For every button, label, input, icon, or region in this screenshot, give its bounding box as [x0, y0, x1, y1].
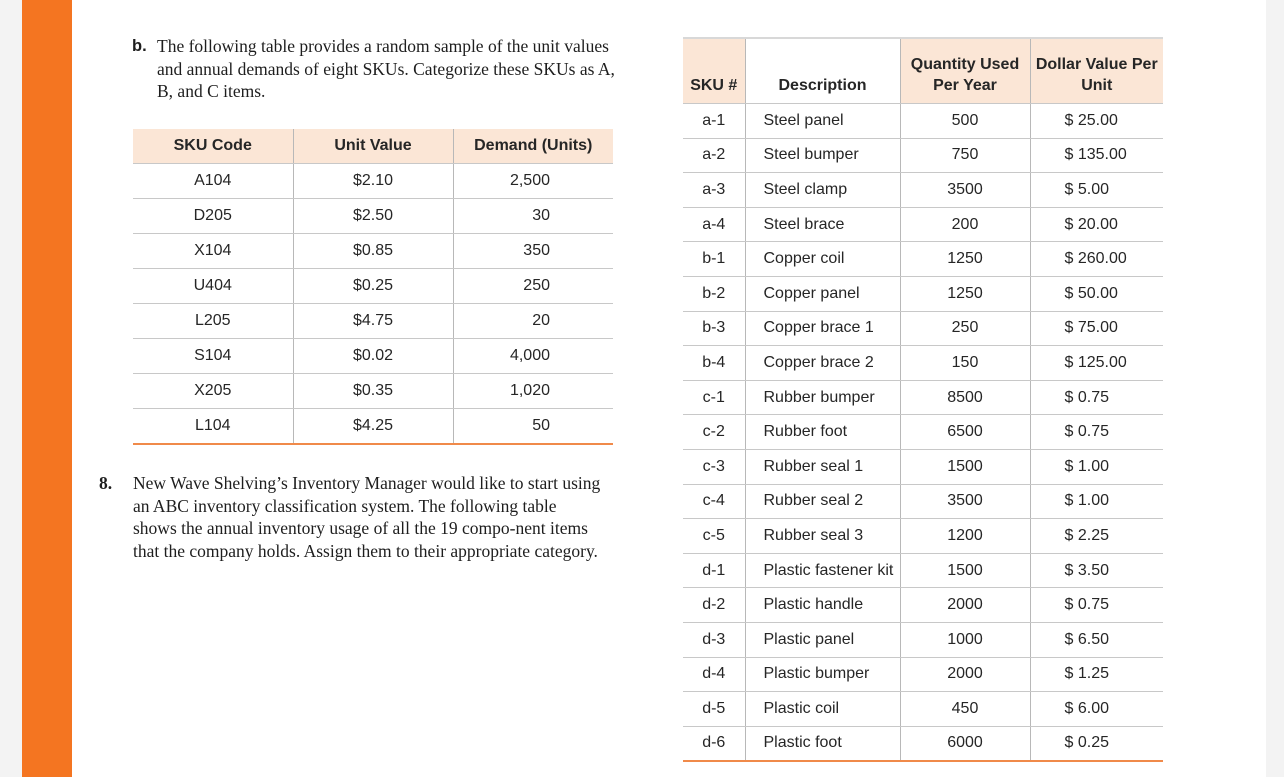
sku-number-cell: b-4	[683, 346, 745, 381]
demand-cell: 50	[453, 409, 613, 445]
sku-number-cell: d-6	[683, 726, 745, 761]
quantity-cell: 2000	[900, 657, 1030, 692]
dollar-value-cell: $ 50.00	[1030, 276, 1163, 311]
sku-number-cell: d-5	[683, 692, 745, 727]
sku-code-cell: L104	[133, 409, 293, 445]
quantity-cell: 250	[900, 311, 1030, 346]
description-cell: Plastic handle	[745, 588, 900, 623]
quantity-cell: 1500	[900, 553, 1030, 588]
dollar-value-cell: $ 260.00	[1030, 242, 1163, 277]
description-cell: Plastic panel	[745, 622, 900, 657]
description-cell: Steel bumper	[745, 138, 900, 173]
sku-code-cell: S104	[133, 339, 293, 374]
dollar-value-cell: $ 1.25	[1030, 657, 1163, 692]
demand-cell: 250	[453, 269, 613, 304]
demand-cell: 1,020	[453, 374, 613, 409]
dollar-value-cell: $ 0.75	[1030, 380, 1163, 415]
table-row	[683, 657, 1163, 692]
quantity-cell: 1500	[900, 449, 1030, 484]
sku-number-cell: a-3	[683, 173, 745, 208]
table-row	[683, 346, 1163, 381]
table-row	[133, 199, 613, 234]
problem-8	[99, 472, 604, 562]
table-row	[683, 276, 1163, 311]
description-cell: Rubber bumper	[745, 380, 900, 415]
description-cell: Copper brace 1	[745, 311, 900, 346]
sku-number-cell: c-1	[683, 380, 745, 415]
quantity-cell: 2000	[900, 588, 1030, 623]
sku-number-cell: a-1	[683, 104, 745, 139]
quantity-cell: 150	[900, 346, 1030, 381]
sku-number-cell: d-3	[683, 622, 745, 657]
demand-cell: 2,500	[453, 164, 613, 199]
description-cell: Copper panel	[745, 276, 900, 311]
demand-cell: 30	[453, 199, 613, 234]
sku-table-header-row	[133, 129, 613, 164]
sku-number-cell: c-2	[683, 415, 745, 450]
table-row	[683, 622, 1163, 657]
unit-value-cell: $0.25	[293, 269, 453, 304]
inventory-table-header-row	[683, 38, 1163, 104]
col-header-sku-number: SKU #	[683, 38, 745, 104]
dollar-value-cell: $ 20.00	[1030, 207, 1163, 242]
table-row	[683, 692, 1163, 727]
quantity-cell: 3500	[900, 484, 1030, 519]
description-cell: Rubber seal 2	[745, 484, 900, 519]
dollar-value-cell: $ 125.00	[1030, 346, 1163, 381]
sku-sample-table	[133, 129, 613, 445]
sku-number-cell: a-4	[683, 207, 745, 242]
quantity-cell: 6500	[900, 415, 1030, 450]
quantity-cell: 450	[900, 692, 1030, 727]
description-cell: Steel brace	[745, 207, 900, 242]
quantity-cell: 200	[900, 207, 1030, 242]
unit-value-cell: $0.35	[293, 374, 453, 409]
table-row	[133, 409, 613, 445]
problem-b-label: b.	[132, 37, 147, 55]
problem-8-text: New Wave Shelving’s Inventory Manager would like to start using an ABC inventory classification system. The following table shows the annual inventory usage of all the 19 compo-nent items that the company holds. Assign them to their appropriate category.	[133, 473, 601, 561]
dollar-value-cell: $ 0.25	[1030, 726, 1163, 761]
col-header-demand: Demand (Units)	[453, 129, 613, 164]
description-cell: Copper brace 2	[745, 346, 900, 381]
unit-value-cell: $4.75	[293, 304, 453, 339]
table-row	[683, 104, 1163, 139]
table-row	[683, 138, 1163, 173]
sku-number-cell: d-2	[683, 588, 745, 623]
demand-cell: 4,000	[453, 339, 613, 374]
quantity-cell: 500	[900, 104, 1030, 139]
unit-value-cell: $2.10	[293, 164, 453, 199]
sku-number-cell: c-3	[683, 449, 745, 484]
quantity-cell: 8500	[900, 380, 1030, 415]
sku-number-cell: d-1	[683, 553, 745, 588]
table-row	[683, 380, 1163, 415]
orange-margin-bar	[22, 0, 72, 777]
table-row	[683, 484, 1163, 519]
sku-code-cell: X104	[133, 234, 293, 269]
table-row	[133, 164, 613, 199]
sku-number-cell: b-2	[683, 276, 745, 311]
description-cell: Steel panel	[745, 104, 900, 139]
sku-number-cell: c-4	[683, 484, 745, 519]
dollar-value-cell: $ 75.00	[1030, 311, 1163, 346]
quantity-cell: 1250	[900, 242, 1030, 277]
table-row	[683, 207, 1163, 242]
description-cell: Rubber seal 1	[745, 449, 900, 484]
sku-code-cell: D205	[133, 199, 293, 234]
demand-cell: 20	[453, 304, 613, 339]
dollar-value-cell: $ 3.50	[1030, 553, 1163, 588]
sku-number-cell: c-5	[683, 519, 745, 554]
table-row	[683, 588, 1163, 623]
description-cell: Plastic coil	[745, 692, 900, 727]
description-cell: Plastic foot	[745, 726, 900, 761]
table-row	[683, 553, 1163, 588]
table-row	[683, 173, 1163, 208]
quantity-cell: 750	[900, 138, 1030, 173]
quantity-cell: 1000	[900, 622, 1030, 657]
problem-b-text: The following table provides a random sample of the unit values and annual demands of eight SKUs. Categorize these SKUs as A, B, and C items.	[157, 36, 615, 101]
sku-code-cell: X205	[133, 374, 293, 409]
sku-code-cell: A104	[133, 164, 293, 199]
unit-value-cell: $4.25	[293, 409, 453, 445]
col-header-dollar-value: Dollar Value Per Unit	[1030, 38, 1163, 104]
quantity-cell: 1250	[900, 276, 1030, 311]
col-header-unit-value: Unit Value	[293, 129, 453, 164]
sku-code-cell: L205	[133, 304, 293, 339]
dollar-value-cell: $ 0.75	[1030, 415, 1163, 450]
table-row	[683, 242, 1163, 277]
table-row	[683, 726, 1163, 761]
dollar-value-cell: $ 1.00	[1030, 484, 1163, 519]
problem-b	[132, 35, 622, 103]
textbook-page	[72, 0, 1266, 777]
description-cell: Rubber foot	[745, 415, 900, 450]
table-row	[683, 415, 1163, 450]
sku-code-cell: U404	[133, 269, 293, 304]
sku-number-cell: b-3	[683, 311, 745, 346]
table-row	[133, 234, 613, 269]
col-header-sku-code: SKU Code	[133, 129, 293, 164]
quantity-cell: 6000	[900, 726, 1030, 761]
inventory-usage-table	[683, 37, 1163, 762]
dollar-value-cell: $ 6.50	[1030, 622, 1163, 657]
description-cell: Plastic fastener kit	[745, 553, 900, 588]
unit-value-cell: $2.50	[293, 199, 453, 234]
table-row	[133, 269, 613, 304]
quantity-cell: 3500	[900, 173, 1030, 208]
dollar-value-cell: $ 0.75	[1030, 588, 1163, 623]
table-row	[133, 339, 613, 374]
table-row	[683, 311, 1163, 346]
dollar-value-cell: $ 6.00	[1030, 692, 1163, 727]
table-row	[133, 374, 613, 409]
table-row	[683, 519, 1163, 554]
col-header-quantity-used: Quantity Used Per Year	[900, 38, 1030, 104]
description-cell: Steel clamp	[745, 173, 900, 208]
dollar-value-cell: $ 2.25	[1030, 519, 1163, 554]
col-header-description: Description	[745, 38, 900, 104]
quantity-cell: 1200	[900, 519, 1030, 554]
dollar-value-cell: $ 5.00	[1030, 173, 1163, 208]
description-cell: Plastic bumper	[745, 657, 900, 692]
sku-number-cell: a-2	[683, 138, 745, 173]
description-cell: Copper coil	[745, 242, 900, 277]
sku-number-cell: d-4	[683, 657, 745, 692]
unit-value-cell: $0.02	[293, 339, 453, 374]
table-row	[133, 304, 613, 339]
demand-cell: 350	[453, 234, 613, 269]
problem-8-label: 8.	[99, 473, 113, 493]
dollar-value-cell: $ 1.00	[1030, 449, 1163, 484]
dollar-value-cell: $ 25.00	[1030, 104, 1163, 139]
dollar-value-cell: $ 135.00	[1030, 138, 1163, 173]
unit-value-cell: $0.85	[293, 234, 453, 269]
sku-number-cell: b-1	[683, 242, 745, 277]
description-cell: Rubber seal 3	[745, 519, 900, 554]
table-row	[683, 449, 1163, 484]
